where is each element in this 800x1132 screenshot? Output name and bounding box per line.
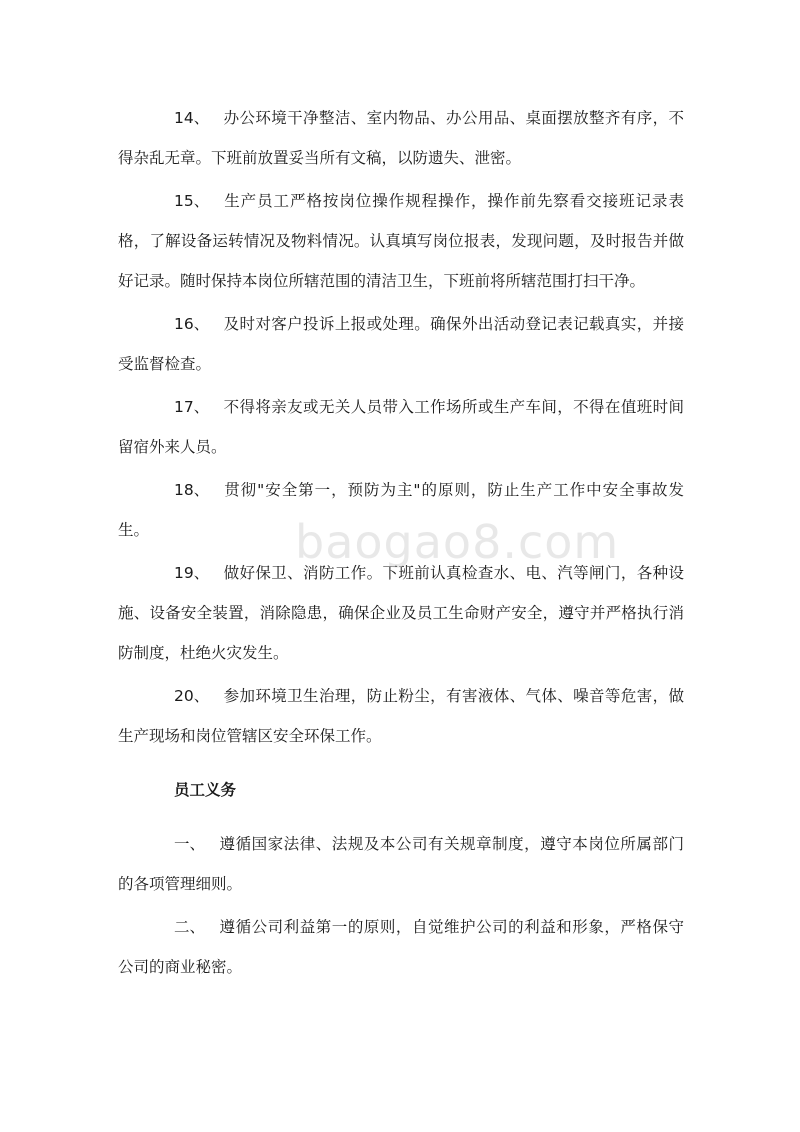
paragraph-18 (118, 470, 684, 550)
obligation-2 (118, 907, 684, 987)
item-number: 20、 (174, 687, 210, 705)
item-text: 参加环境卫生治理，防止粉尘，有害液体、气体、噪音等危害，做生产现场和岗位管辖区安全环保工作。 (118, 687, 684, 745)
item-number: 17、 (174, 398, 210, 416)
item-text: 遵循公司利益第一的原则，自觉维护公司的利益和形象，严格保守公司的商业秘密。 (118, 918, 684, 976)
item-number: 二、 (174, 918, 206, 936)
document-body (118, 98, 684, 990)
item-text: 遵循国家法律、法规及本公司有关规章制度，遵守本岗位所属部门的各项管理细则。 (118, 835, 684, 893)
paragraph-20 (118, 676, 684, 756)
item-number: 14、 (174, 109, 210, 127)
item-text: 及时对客户投诉上报或处理。确保外出活动登记表记载真实，并接受监督检查。 (118, 315, 684, 373)
watermark: baogao8.com (295, 515, 620, 569)
item-text: 做好保卫、消防工作。下班前认真检查水、电、汽等闸门，各种设施、设备安全装置，消除隐患，确保企业及员工生命财产安全，遵守并严格执行消防制度，杜绝火灾发生。 (118, 564, 684, 662)
item-number: 19、 (174, 564, 210, 582)
item-text: 生产员工严格按岗位操作规程操作，操作前先察看交接班记录表格，了解设备运转情况及物料情况。认真填写岗位报表，发现问题，及时报告并做好记录。随时保持本岗位所辖范围的清洁卫生，下班前将所辖范围打扫干净。 (118, 192, 684, 290)
item-number: 一、 (174, 835, 206, 853)
paragraph-14 (118, 98, 684, 178)
item-number: 16、 (174, 315, 210, 333)
item-text: 办公环境干净整洁、室内物品、办公用品、桌面摆放整齐有序，不得杂乱无章。下班前放置妥当所有文稿，以防遗失、泄密。 (118, 109, 684, 167)
section-heading: 员工义务 (174, 781, 237, 799)
item-text: 不得将亲友或无关人员带入工作场所或生产车间，不得在值班时间留宿外来人员。 (118, 398, 684, 456)
item-number: 18、 (174, 481, 210, 499)
paragraph-17 (118, 387, 684, 467)
item-text: 贯彻"安全第一，预防为主"的原则，防止生产工作中安全事故发生。 (118, 481, 684, 539)
paragraph-19 (118, 553, 684, 673)
paragraph-16 (118, 304, 684, 384)
item-number: 15、 (174, 192, 210, 210)
paragraph-15 (118, 181, 684, 301)
obligation-1 (118, 824, 684, 904)
